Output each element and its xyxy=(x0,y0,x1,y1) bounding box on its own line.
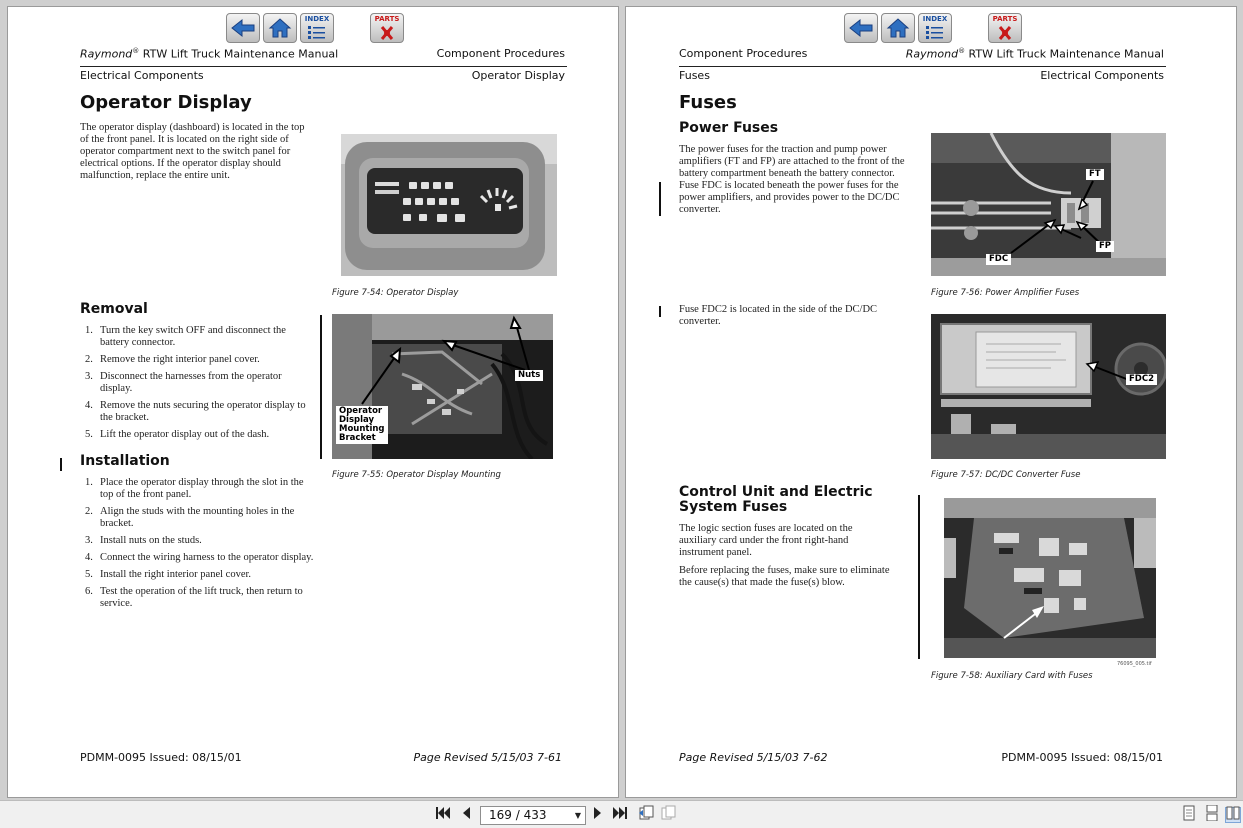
header-rule xyxy=(679,66,1166,67)
parts-button[interactable] xyxy=(370,13,404,43)
header-section: Component Procedures xyxy=(679,47,808,60)
page-navigation-toolbar xyxy=(0,800,1243,828)
previous-view-icon xyxy=(638,805,654,826)
first-page-button[interactable] xyxy=(435,807,451,823)
home-button[interactable] xyxy=(881,13,915,43)
list-item: 3. Disconnect the harnesses from the operator display. xyxy=(85,371,282,394)
callout-fdc: FDC xyxy=(986,254,1011,265)
footer-page-number: Page Revised 5/15/03 7-61 xyxy=(413,751,562,764)
figure-operator-display xyxy=(341,134,557,276)
subheader-left: Fuses xyxy=(679,69,710,82)
figure-7-58-caption: Figure 7-58: Auxiliary Card with Fuses xyxy=(931,671,1093,681)
header-manual-title: Raymond® RTW Lift Truck Maintenance Manual xyxy=(905,47,1164,61)
list-item: 5. Lift the operator display out of the dash. xyxy=(85,429,270,440)
change-bar xyxy=(659,182,661,216)
change-bar xyxy=(320,315,322,459)
page-title: Fuses xyxy=(679,92,737,113)
figure-7-56-caption: Figure 7-56: Power Amplifier Fuses xyxy=(931,288,1080,298)
facing-pages-icon xyxy=(1226,806,1240,825)
page-title: Operator Display xyxy=(80,92,252,113)
page-7-61 xyxy=(7,6,619,798)
home-icon xyxy=(268,17,292,39)
index-button[interactable] xyxy=(300,13,334,43)
single-page-view-button[interactable] xyxy=(1181,807,1197,823)
header-section: Component Procedures xyxy=(436,47,565,60)
figure-7-54-caption: Figure 7-54: Operator Display xyxy=(332,288,459,298)
fdc2-paragraph: Fuse FDC2 is located in the side of the DC/DC converter. xyxy=(679,304,878,327)
fuse-warning-paragraph: Before replacing the fuses, make sure to eliminate the cause(s) that made the fuse(s) blow. xyxy=(679,565,890,588)
nav-button-bar xyxy=(844,13,1024,49)
first-page-icon xyxy=(435,806,451,825)
callout-operator-display-mounting-bracket: Operator Display Mounting Bracket xyxy=(336,406,388,444)
continuous-page-icon xyxy=(1206,805,1218,826)
back-button[interactable] xyxy=(844,13,878,43)
footer-document-id: PDMM-0095 Issued: 08/15/01 xyxy=(80,751,242,764)
home-icon xyxy=(886,17,910,39)
intro-paragraph: The operator display (dashboard) is located in the top of the front panel. It is located on the right side of operator compartment next to the switch panel for electrical options. If the operator display should malfunction, replace the entire unit. xyxy=(80,122,305,181)
callout-fp: FP xyxy=(1096,241,1114,252)
figure-file-code: 76095_005.tif xyxy=(1117,661,1152,667)
continuous-view-button[interactable] xyxy=(1204,807,1220,823)
figure-auxiliary-card-with-fuses xyxy=(944,498,1156,658)
go-back-view-button[interactable] xyxy=(638,807,654,823)
single-page-icon xyxy=(1183,805,1195,826)
figure-operator-display-mounting xyxy=(332,314,553,459)
list-item: 3. Install nuts on the studs. xyxy=(85,535,202,546)
installation-steps xyxy=(80,477,316,615)
index-button[interactable] xyxy=(918,13,952,43)
footer-page-number: Page Revised 5/15/03 7-62 xyxy=(679,751,828,764)
previous-page-icon xyxy=(461,806,471,825)
go-forward-view-button[interactable] xyxy=(660,807,676,823)
last-page-button[interactable] xyxy=(612,807,628,823)
next-page-icon xyxy=(593,806,603,825)
subheader-right: Operator Display xyxy=(471,69,565,82)
figure-dc-dc-converter-fuse xyxy=(931,314,1166,459)
list-item: 6. Test the operation of the lift truck, then return to service. xyxy=(85,586,303,609)
index-label: INDEX xyxy=(304,15,330,23)
page-number-value: 169 / 433 xyxy=(489,808,547,822)
list-item: 1. Place the operator display through the slot in the top of the front panel. xyxy=(85,477,304,500)
figure-power-amplifier-fuses xyxy=(931,133,1166,276)
list-item: 5. Install the right interior panel cover. xyxy=(85,569,252,580)
change-bar xyxy=(60,458,62,471)
home-button[interactable] xyxy=(263,13,297,43)
parts-label: PARTS xyxy=(374,15,400,23)
figure-7-57-caption: Figure 7-57: DC/DC Converter Fuse xyxy=(931,470,1081,480)
previous-page-button[interactable] xyxy=(458,807,474,823)
figure-7-55-caption: Figure 7-55: Operator Display Mounting xyxy=(332,470,501,480)
list-item: 4. Connect the wiring harness to the operator display. xyxy=(85,552,314,563)
chevron-down-icon[interactable]: ▼ xyxy=(574,811,581,820)
page-7-62 xyxy=(625,6,1237,798)
list-item: 2. Align the studs with the mounting holes in the bracket. xyxy=(85,506,295,529)
header-rule xyxy=(80,66,567,67)
parts-label: PARTS xyxy=(992,15,1018,23)
parts-button[interactable] xyxy=(988,13,1022,43)
list-item: 1. Turn the key switch OFF and disconnect the battery connector. xyxy=(85,325,286,348)
index-label: INDEX xyxy=(922,15,948,23)
control-unit-paragraph: The logic section fuses are located on the auxiliary card under the front right-hand instrument panel. xyxy=(679,523,853,558)
subheader-right: Electrical Components xyxy=(1040,69,1164,82)
callout-ft: FT xyxy=(1086,169,1104,180)
next-view-icon xyxy=(660,805,676,826)
facing-pages-view-button[interactable] xyxy=(1225,807,1241,823)
subheader-left: Electrical Components xyxy=(80,69,204,82)
back-button[interactable] xyxy=(226,13,260,43)
next-page-button[interactable] xyxy=(590,807,606,823)
control-unit-heading: Control Unit and Electric System Fuses xyxy=(679,484,873,515)
callout-fdc2: FDC2 xyxy=(1126,374,1157,385)
change-bar xyxy=(918,495,920,659)
list-item: 4. Remove the nuts securing the operator display to the bracket. xyxy=(85,400,306,423)
footer-document-id: PDMM-0095 Issued: 08/15/01 xyxy=(1001,751,1163,764)
power-fuses-paragraph: The power fuses for the traction and pump power amplifiers (FT and FP) are attached to the front of the battery compartment beneath the battery connector. Fuse FDC is located beneath the power fuses for the power amplifiers, and provides power to the DC/DC converter. xyxy=(679,144,905,215)
header-manual-title: Raymond® RTW Lift Truck Maintenance Manual xyxy=(80,47,339,61)
removal-heading: Removal xyxy=(80,301,148,317)
installation-heading: Installation xyxy=(80,453,170,469)
last-page-icon xyxy=(612,806,628,825)
removal-steps xyxy=(80,325,316,446)
page-number-field[interactable] xyxy=(480,806,586,825)
change-bar xyxy=(659,306,661,317)
nav-button-bar xyxy=(226,13,406,49)
list-item: 2. Remove the right interior panel cover. xyxy=(85,354,260,365)
power-fuses-heading: Power Fuses xyxy=(679,120,779,136)
back-arrow-icon xyxy=(848,18,874,38)
callout-nuts: Nuts xyxy=(515,370,543,381)
back-arrow-icon xyxy=(230,18,256,38)
